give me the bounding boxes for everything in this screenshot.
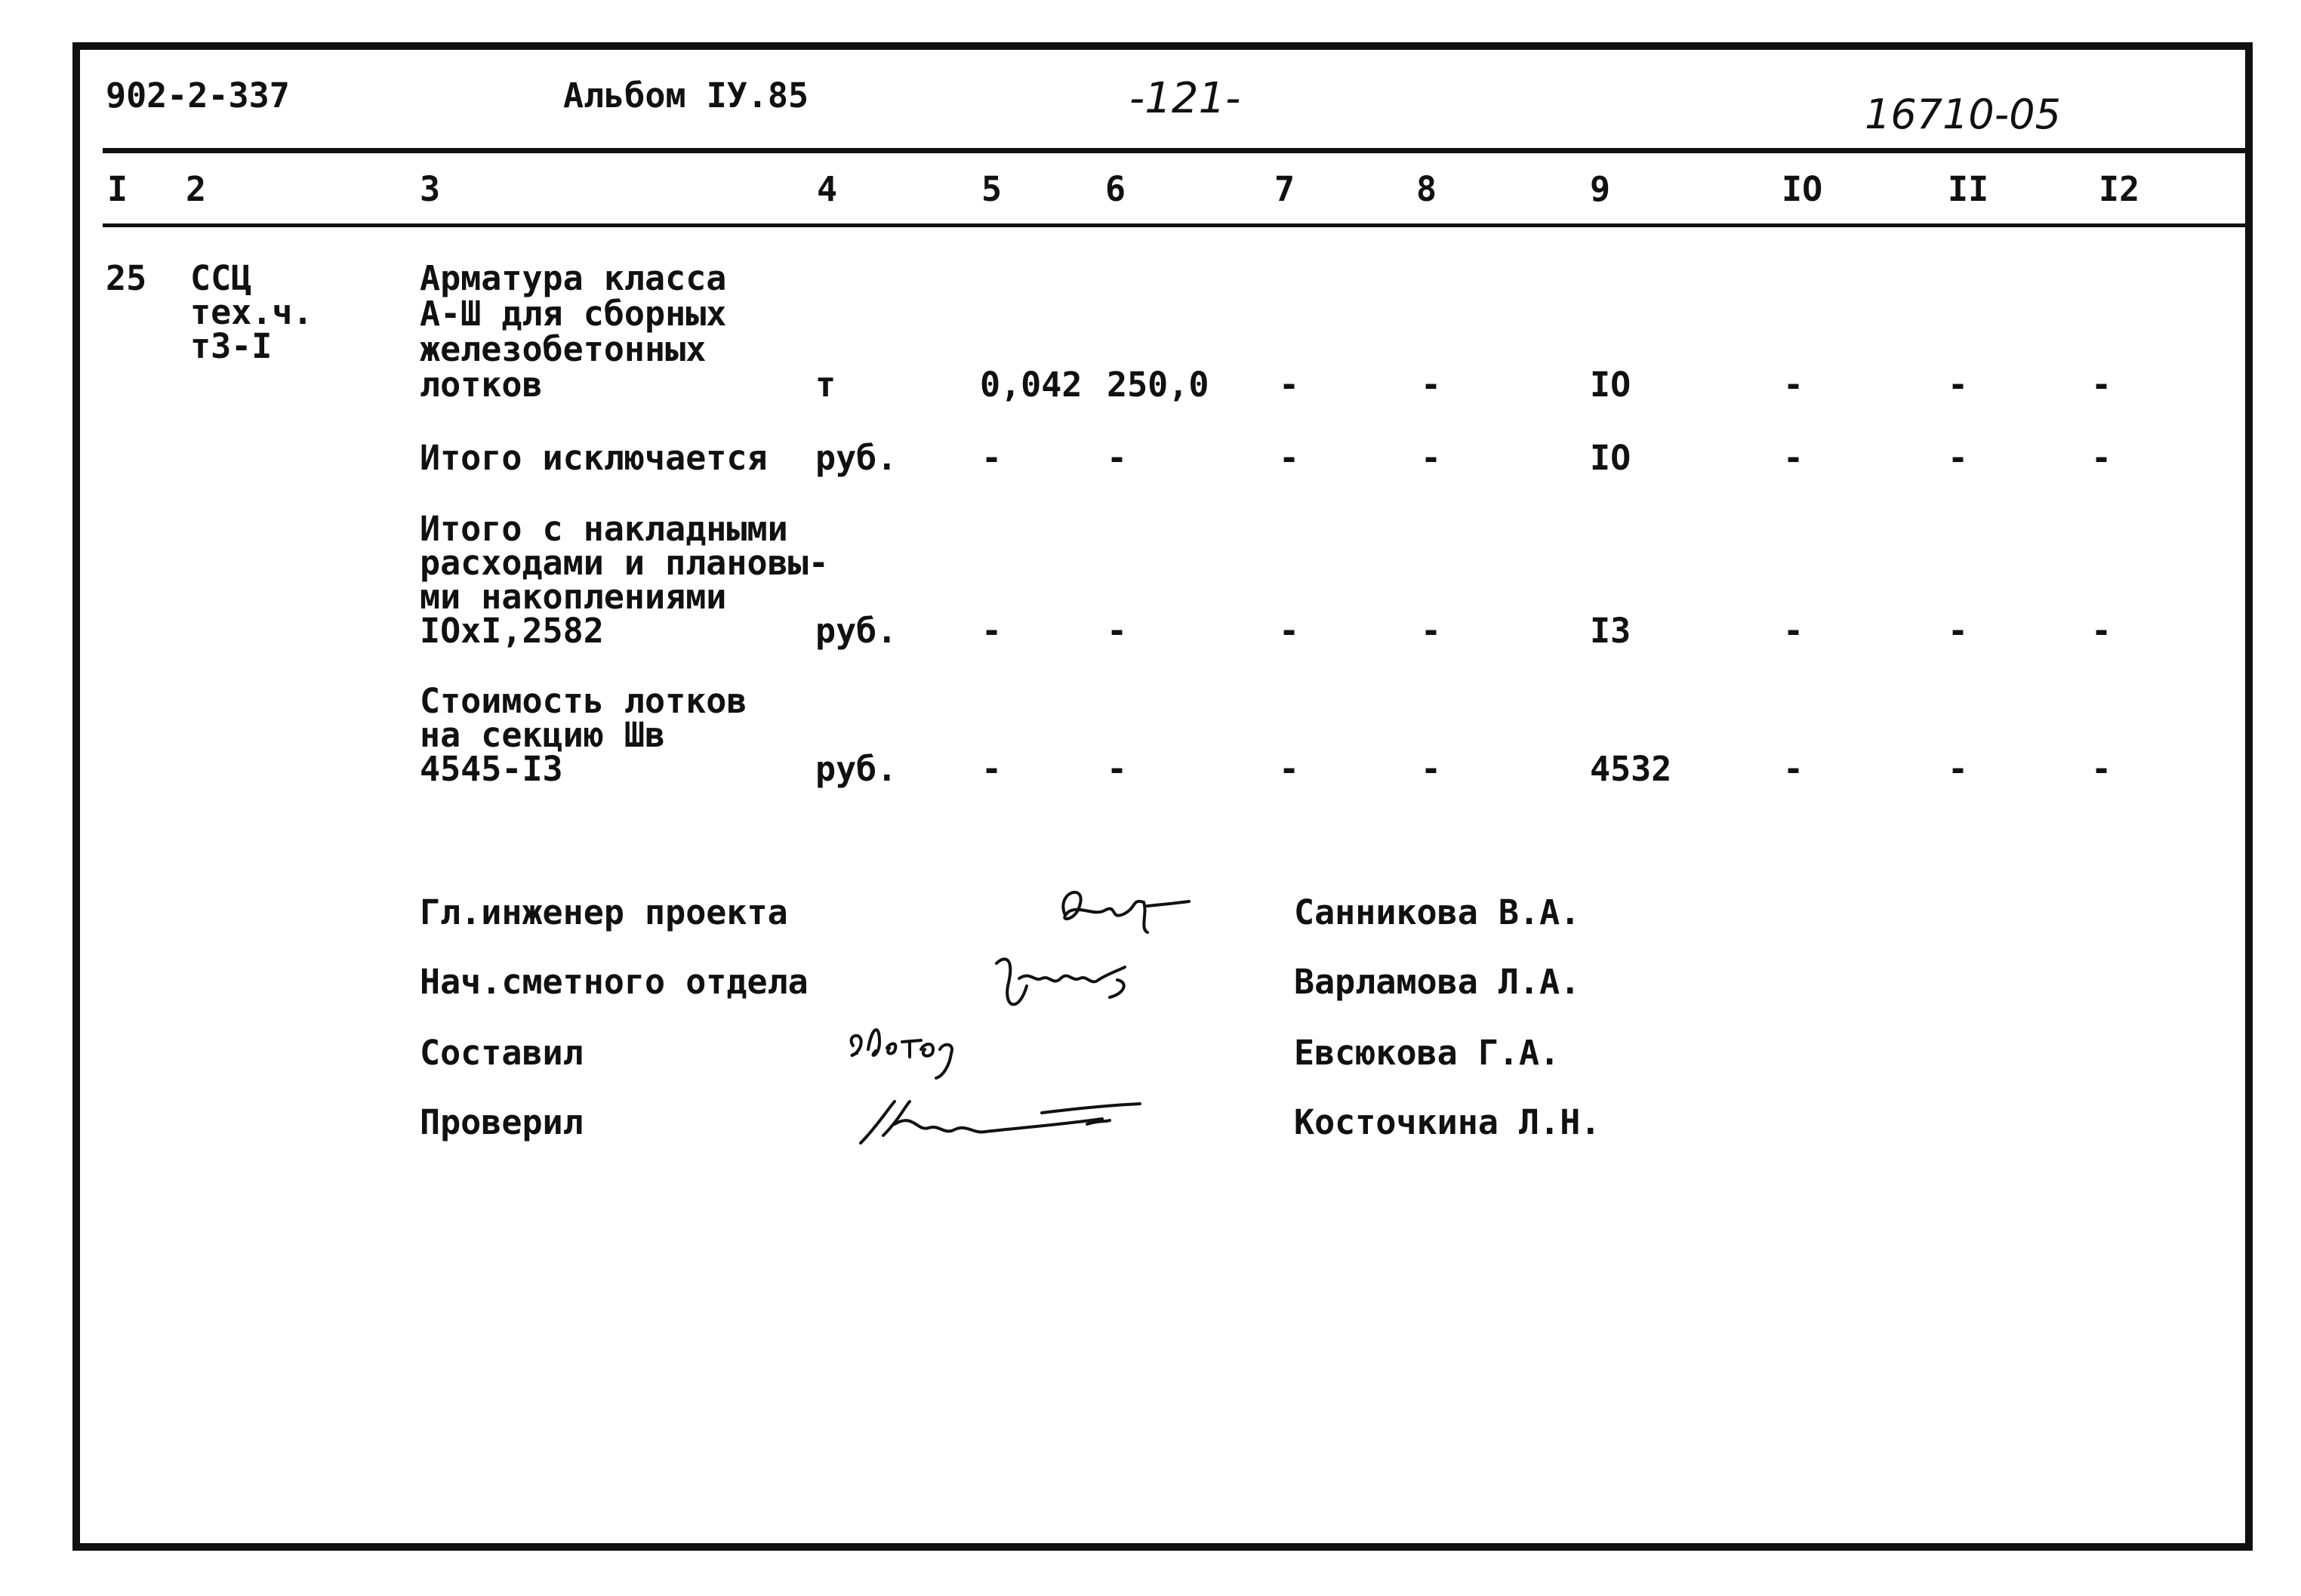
signature-name: Косточкина Л.Н. (1294, 1102, 1601, 1142)
value-cell: - (1948, 438, 1969, 478)
page-frame (72, 42, 2253, 1551)
value-cell: - (2091, 365, 2112, 405)
value-cell: - (1279, 611, 1300, 651)
column-number: 6 (1105, 169, 1126, 209)
value-cell: - (981, 749, 1003, 789)
entry-ref-line: ССЦ (190, 258, 252, 298)
unit-cell: руб. (815, 611, 898, 651)
signature-role: Гл.инженер проекта (420, 892, 788, 932)
value-cell: 4532 (1590, 749, 1672, 789)
value-cell: - (1279, 749, 1300, 789)
value-cell: - (1948, 611, 1969, 651)
signature-name: Евсюкова Г.А. (1294, 1033, 1560, 1073)
value-cell: - (2091, 749, 2112, 789)
row-description: 4545-I3 (420, 749, 563, 789)
value-cell: - (1948, 365, 1969, 405)
value-cell: - (981, 611, 1003, 651)
value-cell: - (1107, 438, 1128, 478)
value-cell: - (1783, 365, 1804, 405)
unit-cell: т (815, 365, 836, 405)
signature-role: Нач.сметного отдела (420, 962, 809, 1002)
row-description: лотков (420, 365, 543, 405)
entry-ref-line: тех.ч. (190, 292, 313, 332)
value-cell: IO (1590, 438, 1631, 478)
value-cell: - (1107, 611, 1128, 651)
handwritten-signature (838, 1012, 1004, 1087)
value-cell: - (2091, 438, 2112, 478)
value-cell: - (2091, 611, 2112, 651)
value-cell: - (1421, 749, 1442, 789)
value-cell: - (1783, 749, 1804, 789)
row-description: Арматура класса (420, 258, 727, 298)
column-number: 7 (1274, 169, 1295, 209)
row-description: IOxI,2582 (420, 611, 604, 651)
value-cell: - (1421, 365, 1442, 405)
unit-cell: руб. (815, 749, 898, 789)
row-description: на секцию Шв (420, 715, 666, 755)
column-number: I2 (2099, 169, 2140, 209)
value-cell: IO (1590, 365, 1631, 405)
row-description: Итого с накладными (420, 509, 788, 549)
column-number: 9 (1590, 169, 1611, 209)
row-description: железобетонных (420, 329, 707, 369)
signature-role: Составил (420, 1033, 584, 1073)
column-number: I (107, 169, 128, 209)
value-cell: 0,042 (980, 365, 1083, 405)
album-label: Альбом IУ.85 (563, 75, 809, 116)
signature-name: Санникова В.А. (1294, 892, 1581, 932)
entry-number: 25 (106, 258, 147, 298)
entry-ref-line: т3-I (190, 326, 273, 366)
column-number: IO (1782, 169, 1823, 209)
value-cell: - (1783, 438, 1804, 478)
column-number: 4 (817, 169, 838, 209)
header-rule (103, 148, 2253, 153)
value-cell: - (1421, 438, 1442, 478)
row-description: расходами и плановы- (420, 543, 829, 583)
column-number: 5 (981, 169, 1003, 209)
column-number: 8 (1416, 169, 1437, 209)
signature-name: Варламова Л.А. (1294, 962, 1581, 1002)
value-cell: - (1783, 611, 1804, 651)
row-description: ми накоплениями (420, 577, 727, 617)
row-description: Итого исключается (420, 438, 768, 478)
row-description: Стоимость лотков (420, 681, 747, 721)
handwritten-signature (838, 1090, 1155, 1158)
page-number: -121- (1129, 74, 1241, 123)
value-cell: - (981, 438, 1003, 478)
column-number: II (1948, 169, 1989, 209)
value-cell: 250,0 (1107, 365, 1209, 405)
columns-rule (103, 223, 2253, 227)
row-description: А-Ш для сборных (420, 294, 727, 334)
signature-role: Проверил (420, 1102, 584, 1142)
value-cell: - (1948, 749, 1969, 789)
doc-code: 902-2-337 (106, 75, 290, 116)
value-cell: - (1421, 611, 1442, 651)
column-number: 2 (186, 169, 207, 209)
value-cell: - (1279, 365, 1300, 405)
value-cell: - (1107, 749, 1128, 789)
column-number: 3 (420, 169, 441, 209)
inventory-number: 16710-05 (1865, 91, 2061, 138)
value-cell: I3 (1590, 611, 1631, 651)
value-cell: - (1279, 438, 1300, 478)
unit-cell: руб. (815, 438, 898, 478)
handwritten-signature (1034, 876, 1200, 944)
